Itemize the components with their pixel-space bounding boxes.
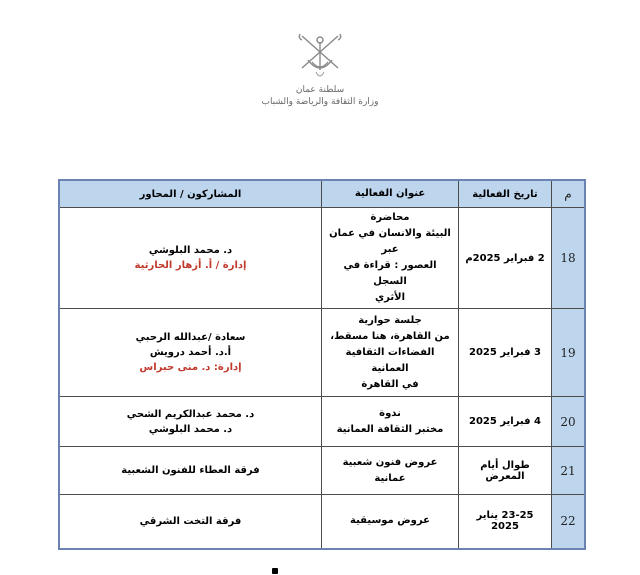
event-title-line: الفضاءات الثقافية العمانية xyxy=(345,346,435,374)
event-date: 2 فبراير 2025م xyxy=(459,208,552,309)
event-title-line: عروض موسيقية xyxy=(350,515,430,527)
row-number: 19 xyxy=(552,309,586,397)
event-date: 4 فبراير 2025 xyxy=(459,397,552,447)
table-row xyxy=(59,397,585,447)
table-row xyxy=(59,495,585,549)
participant-name: فرقة العطاء للفنون الشعبية xyxy=(121,465,260,476)
event-date: طوال أيام المعرض xyxy=(459,447,552,495)
event-date: 3 فبراير 2025 xyxy=(459,309,552,397)
participant-name: د. محمد عبدالكريم الشحي xyxy=(126,408,255,420)
event-title xyxy=(322,309,459,397)
col-header-num: م xyxy=(552,180,586,208)
row-number: 18 xyxy=(552,208,586,309)
participant-name: د. محمد البلوشي xyxy=(148,245,233,256)
event-participants xyxy=(59,208,322,309)
ministry-line-1: سلطنة عمان xyxy=(295,85,345,95)
event-title-line: عروض فنون شعبية عمانية xyxy=(342,456,438,484)
footer-mark xyxy=(272,568,278,574)
event-title-line: الأثري xyxy=(374,292,405,303)
row-number: 22 xyxy=(552,495,586,549)
header xyxy=(0,28,640,108)
participant-name: د. محمد البلوشي xyxy=(148,423,233,435)
event-title-line: مختبر الثقافة العمانية xyxy=(336,423,444,435)
participant-name: فرقة التخت الشرقي xyxy=(139,515,242,527)
event-title-line: محاضرة xyxy=(370,212,410,223)
col-header-title: عنوان الفعالية xyxy=(322,180,459,208)
event-title xyxy=(322,447,459,495)
ministry-line-2: وزارة الثقافة والرياضة والشباب xyxy=(261,97,379,107)
participant-name: أ.د. أحمد درويش xyxy=(149,347,232,358)
event-title-line: في القاهرة xyxy=(361,378,419,390)
events-table xyxy=(58,179,586,550)
event-title-line: البيئة والانسان في عمان عبر xyxy=(329,228,451,255)
event-participants xyxy=(59,397,322,447)
table-body xyxy=(59,208,585,549)
col-header-participants: المشاركون / المحاور xyxy=(59,180,322,208)
event-title xyxy=(322,397,459,447)
event-participants xyxy=(59,495,322,549)
moderator-name: إدارة: د. منى حبراس xyxy=(139,362,242,373)
event-title xyxy=(322,495,459,549)
event-title-line: ندوة xyxy=(379,407,401,419)
oman-emblem-icon xyxy=(288,28,352,84)
table-row xyxy=(59,309,585,397)
event-title-line: جلسة حوارية xyxy=(358,314,422,326)
moderator-name: إدارة / أ. أزهار الحارثية xyxy=(134,260,247,271)
participant-name: سعادة /عبدالله الرحبي xyxy=(135,332,246,343)
table-row xyxy=(59,208,585,309)
event-title xyxy=(322,208,459,309)
row-number: 21 xyxy=(552,447,586,495)
event-title-line: من القاهرة، هنا مسقط، xyxy=(330,330,450,342)
table-row xyxy=(59,447,585,495)
event-title-line: العصور : قراءة في السجل xyxy=(343,260,437,287)
col-header-date: تاريخ الفعالية xyxy=(459,180,552,208)
row-number: 20 xyxy=(552,397,586,447)
table-header-row xyxy=(59,180,585,208)
event-participants xyxy=(59,447,322,495)
events-table-wrap xyxy=(58,179,586,550)
event-date: 23-25 يناير 2025 xyxy=(459,495,552,549)
event-participants xyxy=(59,309,322,397)
